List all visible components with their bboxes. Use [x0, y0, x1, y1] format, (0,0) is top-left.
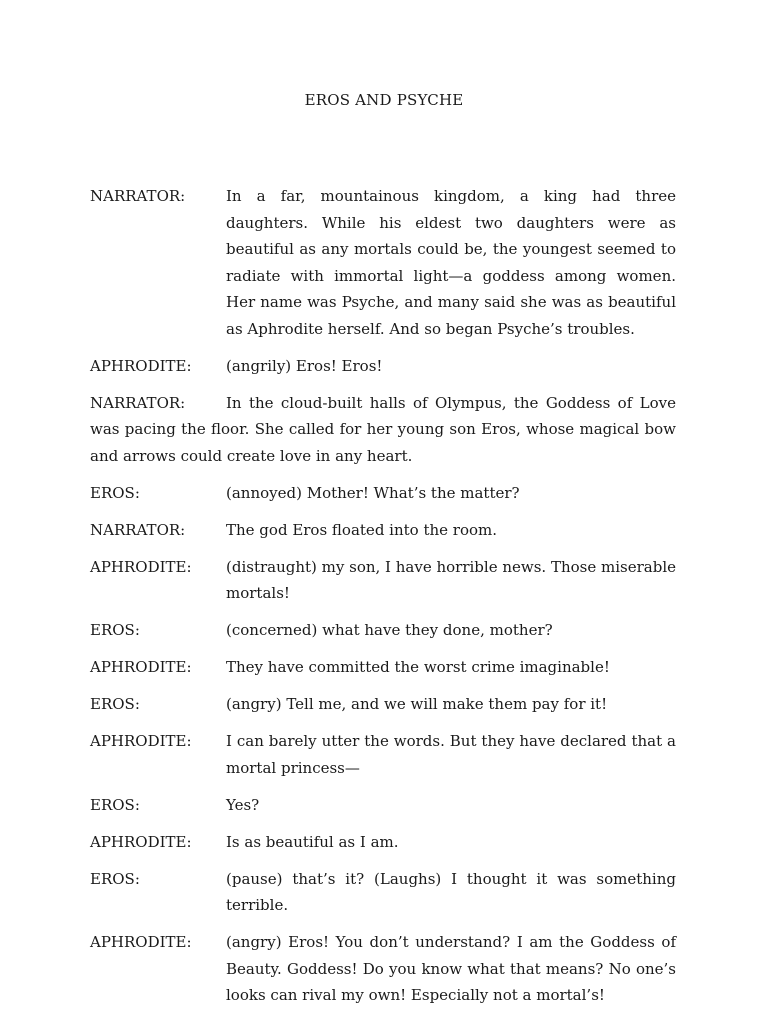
speech-text: (angrily) Eros! Eros!: [226, 356, 383, 375]
speech-text: (annoyed) Mother! What’s the matter?: [226, 483, 520, 502]
speaker-label: APHRODITE:: [90, 557, 192, 576]
speaker-label: EROS:: [90, 795, 140, 814]
speaker-label: EROS:: [90, 869, 140, 888]
script-line: [90, 654, 676, 681]
speech-text: (pause) that’s it? (Laughs) I thought it was something terrible.: [226, 869, 676, 914]
script-line: [90, 480, 676, 507]
speech-text: I can barely utter the words. But they have declared that a mortal princess—: [226, 732, 676, 777]
speaker-label: APHRODITE:: [90, 732, 192, 750]
speech-text: (distraught) my son, I have horrible news. Those miserable mortals!: [226, 557, 676, 602]
speaker-label: APHRODITE:: [90, 933, 192, 951]
script-body: [90, 183, 676, 1019]
script-line: [90, 829, 676, 856]
speaker-label: APHRODITE:: [90, 356, 192, 375]
speech-text: Yes?: [226, 795, 260, 814]
speaker-label: EROS:: [90, 483, 140, 502]
script-line: [90, 691, 676, 718]
script-line: [90, 866, 676, 919]
script-line: [90, 728, 676, 781]
script-line: [90, 554, 676, 607]
speaker-label: NARRATOR:: [90, 187, 186, 205]
speech-text: They have committed the worst crime imaginable!: [226, 658, 610, 676]
script-line: [90, 792, 676, 819]
script-line-narrator-intro: [90, 183, 676, 342]
speaker-label: EROS:: [90, 621, 140, 639]
speech-text: In the cloud-built halls of Olympus, the Goddess of Love was pacing the floor. She called for her young son Eros, whose magical bow and arrows could create love in any heart.: [90, 393, 676, 465]
speaker-label: NARRATOR:: [90, 393, 186, 412]
speech-text: In a far, mountainous kingdom, a king had three daughters. While his eldest two daughters were as beautiful as any mortals could be, the youngest seemed to radiate with immortal light—a goddess among women. Her name was Psyche, and many said she was as beautiful as Aphrodite herself. And so began Psyche’s troubles.: [226, 187, 676, 338]
speech-text: The god Eros floated into the room.: [226, 520, 498, 539]
speaker-label: EROS:: [90, 695, 140, 713]
speech-text: (concerned) what have they done, mother?: [226, 621, 553, 639]
speech-text: Is as beautiful as I am.: [226, 832, 399, 851]
script-line: [90, 617, 676, 644]
speaker-label: NARRATOR:: [90, 520, 186, 539]
script-line: [90, 517, 676, 544]
speech-text: (angry) Tell me, and we will make them pay for it!: [226, 695, 608, 713]
script-line: [90, 353, 676, 380]
script-line: [90, 929, 676, 1009]
page-title: EROS AND PSYCHE: [304, 91, 464, 109]
speech-text: (angry) Eros! You don’t understand? I am the Goddess of Beauty. Goddess! Do you know what that means? No one’s looks can rival my own! Especially not a mortal’s!: [226, 933, 676, 1004]
script-line-full-width: [90, 390, 676, 470]
speaker-label: APHRODITE:: [90, 658, 192, 676]
speaker-label: APHRODITE:: [90, 832, 192, 851]
